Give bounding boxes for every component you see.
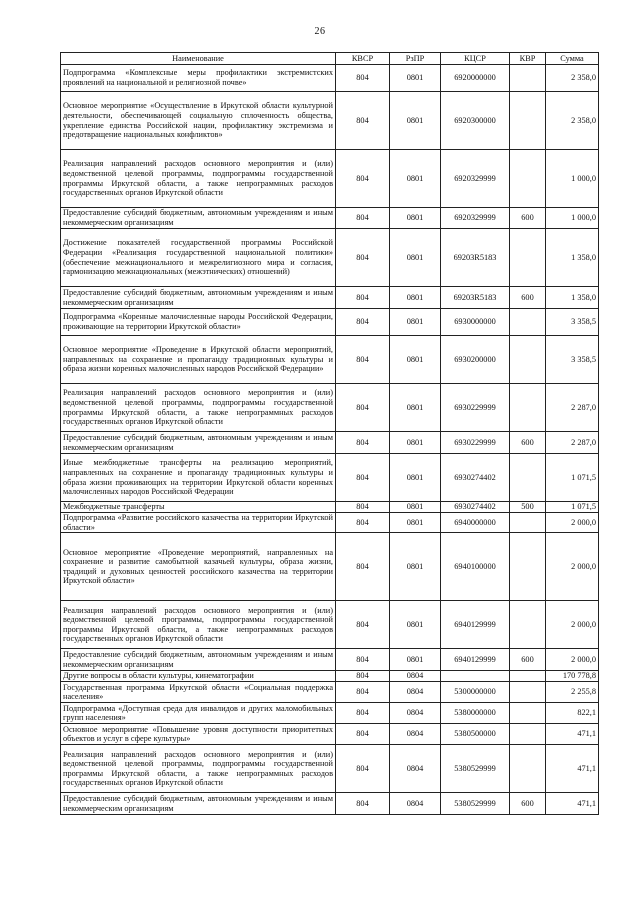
row-kcsr: 6930200000 (441, 336, 510, 384)
row-kvsr: 804 (336, 671, 390, 682)
row-kcsr: 6940100000 (441, 533, 510, 601)
row-name: Реализация направлений расходов основного мероприятия и (или) ведомственной целевой программы, подпрограммы государственной программы Иркутской области, а также непрограммных расходов государственных органов Иркутской области (61, 745, 336, 793)
header-row (61, 53, 599, 65)
row-kcsr: 5380529999 (441, 745, 510, 793)
row-kcsr (441, 671, 510, 682)
row-rzpr: 0801 (390, 513, 441, 533)
page-number: 26 (314, 26, 326, 37)
row-kvsr: 804 (336, 454, 390, 502)
row-kcsr: 6940000000 (441, 513, 510, 533)
row-sum: 1 071,5 (546, 454, 599, 502)
row-kvsr: 804 (336, 229, 390, 287)
row-kvsr: 804 (336, 513, 390, 533)
row-kvsr: 804 (336, 502, 390, 513)
row-kvsr: 804 (336, 287, 390, 309)
row-kvr (510, 65, 546, 92)
table-row (61, 601, 599, 649)
row-sum: 471,1 (546, 745, 599, 793)
row-kcsr: 6920000000 (441, 65, 510, 92)
row-name: Предоставление субсидий бюджетным, автономным учреждениям и иным некоммерческим организациям (61, 208, 336, 229)
row-rzpr: 0801 (390, 384, 441, 432)
row-sum: 1 358,0 (546, 229, 599, 287)
row-kvsr: 804 (336, 649, 390, 671)
row-kcsr: 6940129999 (441, 649, 510, 671)
table-row (61, 92, 599, 150)
row-name: Предоставление субсидий бюджетным, автономным учреждениям и иным некоммерческим организациям (61, 793, 336, 815)
row-rzpr: 0801 (390, 454, 441, 502)
row-kvsr: 804 (336, 682, 390, 703)
row-rzpr: 0801 (390, 502, 441, 513)
row-name: Государственная программа Иркутской области «Социальная поддержка населения» (61, 682, 336, 703)
row-sum: 2 255,8 (546, 682, 599, 703)
row-kvsr: 804 (336, 208, 390, 229)
row-name: Реализация направлений расходов основного мероприятия и (или) ведомственной целевой программы, подпрограммы государственной программы Иркутской области, а также непрограммных расходов государственных органов Иркутской области (61, 601, 336, 649)
row-kvsr: 804 (336, 703, 390, 724)
row-kcsr: 6930229999 (441, 384, 510, 432)
row-kcsr: 6920300000 (441, 92, 510, 150)
row-sum: 1 000,0 (546, 150, 599, 208)
row-name: Иные межбюджетные трансферты на реализацию мероприятий, направленных на сохранение и пропаганду традиционных культуры и образа жизни проживающих на территории Иркутской области коренных малочисленных народов Российской Федерации (61, 454, 336, 502)
table-row (61, 336, 599, 384)
row-kcsr: 6930000000 (441, 309, 510, 336)
row-kvsr: 804 (336, 92, 390, 150)
table-row (61, 384, 599, 432)
row-rzpr: 0804 (390, 745, 441, 793)
row-name: Основное мероприятие «Проведение мероприятий, направленных на сохранение и развитие самобытной казачьей культуры, образа жизни, традиций и духовных ценностей российского казачества на территории Иркутской области» (61, 533, 336, 601)
row-name: Подпрограмма «Развитие российского казачества на территории Иркутской области» (61, 513, 336, 533)
row-kcsr: 69203R5183 (441, 229, 510, 287)
row-kvsr: 804 (336, 65, 390, 92)
row-sum: 2 000,0 (546, 601, 599, 649)
row-kvsr: 804 (336, 533, 390, 601)
row-kvr (510, 229, 546, 287)
row-kvsr: 804 (336, 150, 390, 208)
row-kcsr: 5380529999 (441, 793, 510, 815)
row-kvr: 600 (510, 287, 546, 309)
row-kvr (510, 682, 546, 703)
row-sum: 2 000,0 (546, 533, 599, 601)
row-rzpr: 0801 (390, 309, 441, 336)
row-name: Основное мероприятие «Проведение в Иркутской области мероприятий, направленных на сохранение и пропаганду традиционных культуры и образа жизни коренных малочисленных народов Российской Федерации» (61, 336, 336, 384)
table-body (61, 65, 599, 815)
row-kvsr: 804 (336, 384, 390, 432)
row-rzpr: 0804 (390, 671, 441, 682)
row-name: Подпрограмма «Доступная среда для инвалидов и других маломобильных групп населения» (61, 703, 336, 724)
row-kcsr: 6920329999 (441, 150, 510, 208)
row-kvr (510, 533, 546, 601)
table-row (61, 793, 599, 815)
row-rzpr: 0801 (390, 649, 441, 671)
row-kvr (510, 454, 546, 502)
column-header-kcsr: КЦСР (441, 53, 510, 65)
row-sum: 471,1 (546, 793, 599, 815)
table-row (61, 65, 599, 92)
row-kvr (510, 745, 546, 793)
row-rzpr: 0801 (390, 65, 441, 92)
row-name: Реализация направлений расходов основного мероприятия и (или) ведомственной целевой программы, подпрограммы государственной программы Иркутской области, а также непрограммных расходов государственных органов Иркутской области (61, 150, 336, 208)
row-kvr (510, 309, 546, 336)
row-kvr: 600 (510, 793, 546, 815)
row-name: Подпрограмма «Комплексные меры профилактики экстремистских проявлений на национальной и религиозной почве» (61, 65, 336, 92)
row-rzpr: 0801 (390, 533, 441, 601)
row-rzpr: 0801 (390, 432, 441, 454)
row-kvr: 500 (510, 502, 546, 513)
row-sum: 1 000,0 (546, 208, 599, 229)
column-header-name: Наименование (61, 53, 336, 65)
table-header (61, 53, 599, 65)
row-kvr (510, 150, 546, 208)
row-rzpr: 0801 (390, 229, 441, 287)
row-kvr (510, 336, 546, 384)
table-row (61, 649, 599, 671)
row-kcsr: 6920329999 (441, 208, 510, 229)
table-row (61, 513, 599, 533)
row-sum: 1 071,5 (546, 502, 599, 513)
table-row (61, 432, 599, 454)
column-header-kvr: КВР (510, 53, 546, 65)
row-kvr (510, 601, 546, 649)
column-header-rzpr: РзПР (390, 53, 441, 65)
row-name: Межбюджетные трансферты (61, 502, 336, 513)
row-kvsr: 804 (336, 601, 390, 649)
row-sum: 2 358,0 (546, 65, 599, 92)
row-rzpr: 0801 (390, 150, 441, 208)
table-row (61, 229, 599, 287)
row-sum: 1 358,0 (546, 287, 599, 309)
row-kvsr: 804 (336, 309, 390, 336)
table-row (61, 682, 599, 703)
row-kcsr: 6930274402 (441, 502, 510, 513)
row-rzpr: 0801 (390, 92, 441, 150)
row-name: Подпрограмма «Коренные малочисленные народы Российской Федерации, проживающие на территории Иркутской области» (61, 309, 336, 336)
row-kvsr: 804 (336, 432, 390, 454)
row-rzpr: 0801 (390, 601, 441, 649)
row-kcsr: 5300000000 (441, 682, 510, 703)
row-sum: 2 000,0 (546, 649, 599, 671)
row-kvsr: 804 (336, 793, 390, 815)
row-kvr: 600 (510, 649, 546, 671)
row-kvr (510, 724, 546, 745)
table-row (61, 745, 599, 793)
row-sum: 2 000,0 (546, 513, 599, 533)
row-name: Предоставление субсидий бюджетным, автономным учреждениям и иным некоммерческим организациям (61, 649, 336, 671)
budget-table (60, 52, 599, 815)
row-rzpr: 0801 (390, 208, 441, 229)
row-rzpr: 0804 (390, 703, 441, 724)
table-row (61, 703, 599, 724)
row-kvsr: 804 (336, 745, 390, 793)
row-kcsr: 5380000000 (441, 703, 510, 724)
row-kvr (510, 671, 546, 682)
row-sum: 3 358,5 (546, 336, 599, 384)
table-row (61, 533, 599, 601)
row-kvr (510, 513, 546, 533)
row-kvsr: 804 (336, 724, 390, 745)
row-rzpr: 0801 (390, 336, 441, 384)
row-kcsr: 6930229999 (441, 432, 510, 454)
table-row (61, 309, 599, 336)
row-kcsr: 5380500000 (441, 724, 510, 745)
table-row (61, 208, 599, 229)
row-kvsr: 804 (336, 336, 390, 384)
column-header-kvsr: КВСР (336, 53, 390, 65)
row-name: Основное мероприятие «Осуществление в Иркутской области культурной деятельности, обеспечивающей социальную сплоченность общества, укрепление единства Российской нации, профилактику экстремизма и предотвращение национальных конфликтов» (61, 92, 336, 150)
row-sum: 471,1 (546, 724, 599, 745)
table-row (61, 671, 599, 682)
row-name: Реализация направлений расходов основного мероприятия и (или) ведомственной целевой программы, подпрограммы государственной программы Иркутской области, а также непрограммных расходов государственных органов Иркутской области (61, 384, 336, 432)
row-name: Достижение показателей государственной программы Российской Федерации «Реализация государственной национальной политики» (обеспечение межнационального и межрелигиозного мира и согласия, гармонизацию межнациональных (межэтнических) отношений) (61, 229, 336, 287)
table-row (61, 454, 599, 502)
row-name: Предоставление субсидий бюджетным, автономным учреждениям и иным некоммерческим организациям (61, 432, 336, 454)
row-kcsr: 6940129999 (441, 601, 510, 649)
row-rzpr: 0804 (390, 682, 441, 703)
row-sum: 170 778,8 (546, 671, 599, 682)
row-sum: 3 358,5 (546, 309, 599, 336)
row-rzpr: 0801 (390, 287, 441, 309)
row-name: Основное мероприятие «Повышение уровня доступности приоритетных объектов и услуг в сфере культуры» (61, 724, 336, 745)
row-rzpr: 0804 (390, 793, 441, 815)
table-row (61, 150, 599, 208)
row-sum: 2 287,0 (546, 432, 599, 454)
row-rzpr: 0804 (390, 724, 441, 745)
row-kvr (510, 703, 546, 724)
row-sum: 2 287,0 (546, 384, 599, 432)
row-kvr: 600 (510, 208, 546, 229)
row-sum: 2 358,0 (546, 92, 599, 150)
row-name: Предоставление субсидий бюджетным, автономным учреждениям и иным некоммерческим организациям (61, 287, 336, 309)
row-name: Другие вопросы в области культуры, кинематографии (61, 671, 336, 682)
table-row (61, 287, 599, 309)
row-kvr: 600 (510, 432, 546, 454)
row-sum: 822,1 (546, 703, 599, 724)
column-header-sum: Сумма (546, 53, 599, 65)
table-row (61, 724, 599, 745)
table-row (61, 502, 599, 513)
row-kvr (510, 384, 546, 432)
row-kcsr: 69203R5183 (441, 287, 510, 309)
row-kvr (510, 92, 546, 150)
row-kcsr: 6930274402 (441, 454, 510, 502)
